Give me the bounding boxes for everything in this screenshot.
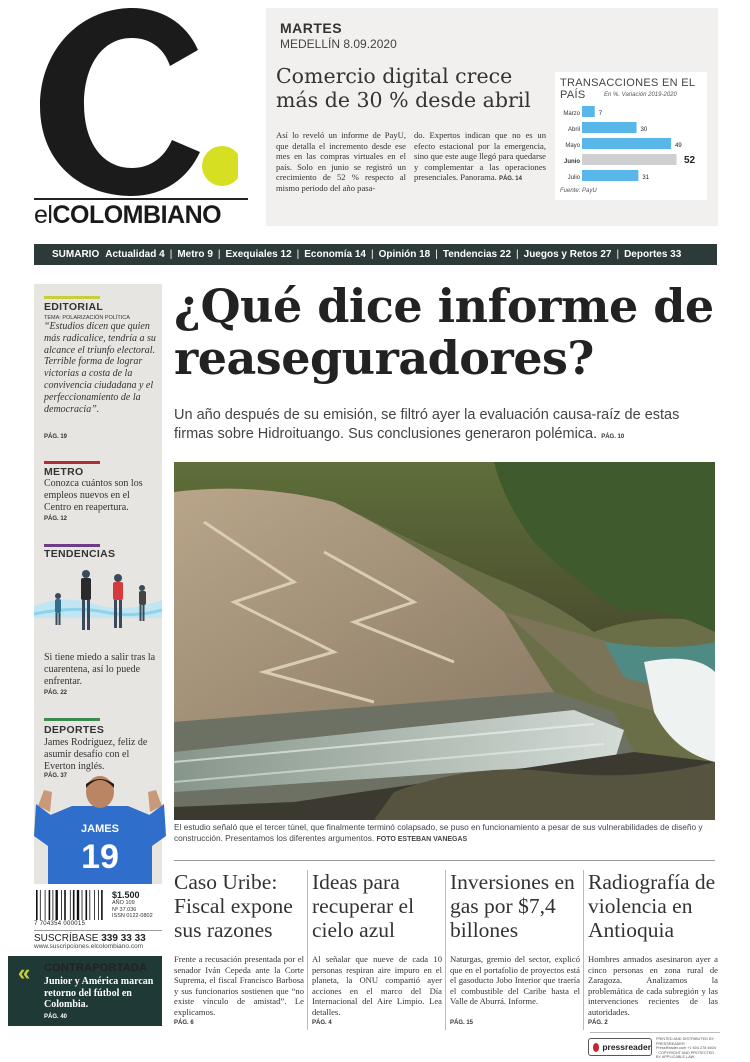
tendencias-title[interactable]: TENDENCIAS: [44, 548, 116, 560]
chart-value-label: 52: [684, 155, 696, 166]
editorial-rule: [44, 296, 100, 299]
deportes-title[interactable]: DEPORTES: [44, 724, 105, 736]
people-illustration-icon: [34, 566, 162, 648]
chart-value-label: 7: [598, 111, 603, 117]
photo-caption: El estudio señaló que el tercer túnel, que finalmente terminó colapsado, se puso en funcionamiento a pesar de sus vulnerabilidades de diseño y construcción. Presentamos los diferentes argumentos. FOTO ESTEBAN VANEGAS: [174, 822, 703, 843]
bottom-headline: Caso Uribe: Fiscal expone sus razones: [174, 870, 293, 942]
sumario-separator: |: [435, 249, 438, 260]
main-headline[interactable]: ¿Qué dice informe de reaseguradores?: [174, 279, 714, 385]
chart-source: Fuente: PayU: [560, 188, 597, 194]
bottom-pag: PÁG. 6: [174, 1020, 194, 1026]
barcode-bar: [56, 890, 58, 920]
barcode-bar: [53, 890, 54, 920]
chart-bar: [582, 138, 671, 149]
jersey-number: 19: [81, 838, 119, 876]
top-story-col1: Así lo reveló un informe de PayU, que detalla el incremento desde ese mes en las compras virtuales en el país. Solo en junio se registró un crecimiento de 52 % respecto al mismo periodo del año pasa-: [276, 130, 406, 193]
deportes-rule: [44, 718, 100, 721]
sumario-separator: |: [169, 249, 173, 260]
barcode-bar: [49, 890, 51, 920]
issue-info: AÑO 109 Nº 37.036 ISSN 0122-0802: [112, 900, 153, 919]
sumario-separator: |: [296, 249, 300, 260]
price: $1.500: [112, 890, 140, 900]
pressreader-logo-icon: [593, 1043, 599, 1052]
column-divider: [583, 870, 584, 1030]
barcode-bar: [61, 890, 62, 920]
editorial-text: “Estudios dicen que quien más radicalice, tendría a su alcance el triunfo electoral. Terrible forma de lograr victorias a costa de la convivencia ciudadana y el perfeccionamiento de la democracia”.: [44, 321, 156, 415]
bottom-pag: PÁG. 15: [450, 1020, 474, 1026]
bottom-story-3[interactable]: [450, 870, 580, 1026]
sumario-item[interactable]: Deportes 33: [624, 249, 682, 260]
section-divider: [174, 860, 715, 861]
bottom-text: Al señalar que nueve de cada 10 personas respiran aire impuro en el planeta, la ONU compartió ayer acciones en el marco del Día Internacional del Aire Limpio. Lea detalles.: [312, 954, 442, 1017]
metro-title[interactable]: METRO: [44, 466, 84, 478]
brand-logo-c: [28, 0, 238, 200]
tendencias-pag: PÁG. 22: [44, 690, 68, 696]
bottom-text: Hombres armados asesinaron ayer a cinco personas en zona rural de Zaragoza. Analizamos la problemática de cada subregión y las intervenciones recientes de las autoridades.: [588, 954, 718, 1017]
top-story-pag: PÁG. 14: [498, 176, 522, 183]
pressreader-label: pressreader: [602, 1042, 651, 1052]
sumario-separator: |: [516, 249, 519, 260]
barcode-bar: [94, 890, 95, 920]
bottom-text: Naturgas, gremio del sector, explicó que en el portafolio de proyectos está el gasoducto Jobo Interior que traería el combustible del Caribe hasta el Valle de Aburrá. Informe.: [450, 954, 580, 1007]
photo-credit: FOTO ESTEBAN VANEGAS: [376, 836, 468, 843]
editorial-tema: TEMA: POLARIZACIÓN POLÍTICA: [44, 315, 130, 321]
contraportada-title: CONTRAPORTADA: [44, 962, 148, 974]
chart-category-label: Marzo: [563, 111, 580, 117]
sumario-item[interactable]: Juegos y Retos 27: [523, 249, 612, 260]
column-divider: [307, 870, 308, 1030]
sumario-bar: [34, 244, 717, 265]
sumario-separator: |: [616, 249, 620, 260]
barcode-number: 7 704354 000015: [34, 921, 86, 927]
footer-rule: [590, 1032, 720, 1033]
bottom-headline: Inversiones en gas por $7,4 billones: [450, 870, 575, 942]
chart-value-label: 49: [675, 143, 682, 149]
tendencias-text: Si tiene miedo a salir tras la cuarentena, así lo puede enfrentar.: [44, 652, 156, 687]
barcode-bar: [36, 890, 38, 920]
chart-category-label: Mayo: [565, 143, 580, 149]
sumario-item[interactable]: Actualidad 4: [105, 249, 165, 260]
editorial-title[interactable]: EDITORIAL: [44, 301, 104, 313]
top-story-col2: do. Expertos indican que no es un efecto estacional por la emergencia, sino que este auge llegó para quedarse y complementar a las operaciones presenciales. Panorama. PÁG. 14: [414, 130, 546, 183]
column-divider: [445, 870, 446, 1030]
barcode-bar: [77, 890, 79, 920]
barcode: [34, 890, 106, 922]
pressreader-badge[interactable]: [588, 1038, 652, 1056]
sumario-item[interactable]: Opinión 18: [378, 249, 431, 260]
subscribe-url[interactable]: www.suscripciones.elcolombiano.com: [34, 943, 144, 950]
bar-chart: [556, 104, 706, 186]
barcode-bar: [64, 890, 66, 920]
chart-category-label: Abril: [567, 127, 580, 133]
barcode-bar: [70, 890, 71, 920]
main-photo-dam[interactable]: [174, 462, 715, 820]
fine-print: PRINTED AND DISTRIBUTED BY PRESSREADER · PressReader.com +1 604 278 4604 · COPYRIGHT AND PROTECTED BY APPLICABLE LAW: [656, 1037, 716, 1060]
chevron-left-icon: «: [18, 960, 31, 985]
deportes-pag: PÁG. 37: [44, 773, 68, 779]
edition-day: MARTES: [280, 20, 343, 36]
player-photo: [30, 776, 170, 884]
jersey-name: JAMES: [81, 823, 119, 835]
chart-value-label: 31: [642, 175, 650, 181]
barcode-bar: [86, 890, 88, 920]
contraportada-pag: PÁG. 40: [44, 1014, 68, 1020]
chart-bar: [582, 122, 637, 133]
sumario-item[interactable]: Economía 14: [304, 249, 366, 260]
bottom-story-1[interactable]: [174, 870, 304, 1026]
deportes-text: James Rodríguez, feliz de asumir desafío con el Everton inglés.: [44, 737, 148, 772]
metro-pag: PÁG. 12: [44, 516, 68, 522]
sumario-item[interactable]: Metro 9: [177, 249, 213, 260]
bottom-pag: PÁG. 2: [588, 1020, 608, 1026]
sumario-item[interactable]: Exequiales 12: [225, 249, 292, 260]
sumario-items: [105, 249, 681, 260]
bottom-pag: PÁG. 4: [312, 1020, 332, 1026]
chart-title: TRANSACCIONES EN EL PAÍS: [560, 77, 695, 101]
chart-value-label: 30: [640, 127, 648, 133]
bottom-headline: Ideas para recuperar el cielo azul: [312, 870, 415, 942]
bottom-headline: Radiografía de violencia en Antioquia: [588, 870, 716, 942]
barcode-bar: [82, 890, 83, 920]
chart-bar: [582, 154, 677, 165]
sumario-item[interactable]: Tendencias 22: [442, 249, 512, 260]
tendencias-rule: [44, 544, 100, 547]
edition-dateline: MEDELLÍN 8.09.2020: [280, 37, 397, 51]
barcode-bar: [89, 890, 90, 920]
top-story-headline[interactable]: Comercio digital crece más de 30 % desde abril: [276, 64, 531, 112]
barcode-bar: [101, 890, 103, 920]
barcode-bar: [73, 890, 75, 920]
subscribe-line[interactable]: SUSCRÍBASE 339 33 33: [34, 930, 162, 944]
editorial-pag: PÁG. 19: [44, 434, 68, 440]
bottom-story-4[interactable]: [588, 870, 718, 1026]
chart-category-label: Julio: [567, 175, 580, 181]
chart-subtitle: En %. Variación 2019-2020: [604, 92, 677, 98]
barcode-bar: [98, 890, 99, 920]
barcode-bar: [45, 890, 46, 920]
metro-text: Conozca cuántos son los empleos nuevos en el Centro en reapertura.: [44, 478, 143, 513]
barcode-bar: [40, 890, 41, 920]
bottom-text: Frente a recusación presentada por el senador Iván Cepeda ante la Corte Suprema, el fiscal Francisco Barbosa y sus funcionarios sostienen que “no existe vínculo de amistad”. Le explicamos.: [174, 954, 304, 1017]
brand-name[interactable]: elCOLOMBIANO: [34, 198, 248, 230]
chart-bar: [582, 170, 638, 181]
chart-bar: [582, 106, 595, 117]
sumario-label: SUMARIO: [52, 249, 100, 260]
chart-category-label: Junio: [564, 159, 580, 165]
sumario-separator: |: [370, 249, 374, 260]
sumario-separator: |: [217, 249, 221, 260]
main-deck-pag: PÁG. 10: [601, 434, 625, 440]
bottom-story-2[interactable]: [312, 870, 442, 1026]
metro-rule: [44, 461, 100, 464]
main-deck: Un año después de su emisión, se filtró ayer la evaluación causa-raíz de estas firmas sobre Hidroituango. Sus conclusiones generaron polémica. PÁG. 10: [174, 407, 680, 442]
contraportada-text: Junior y América marcan retorno del fútbol en Colombia.: [44, 976, 154, 1010]
